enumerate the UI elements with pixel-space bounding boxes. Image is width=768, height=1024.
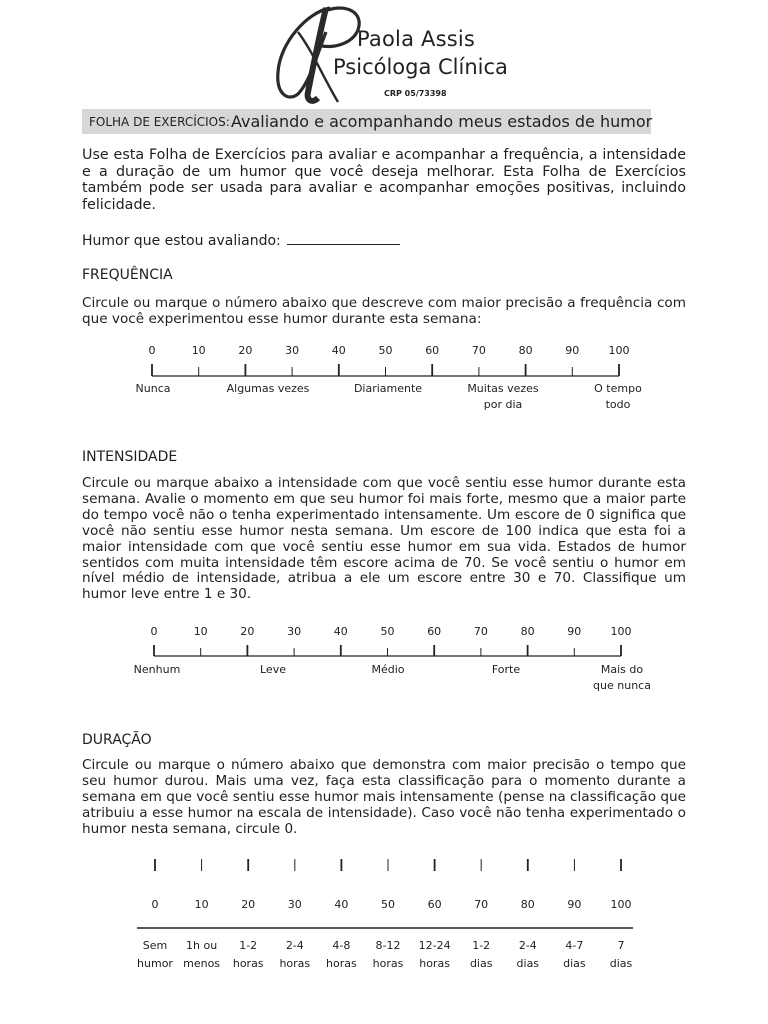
- scale-label: Diariamente: [353, 382, 423, 395]
- scale-tick-number: 0: [148, 344, 156, 357]
- scale-label: dias: [563, 957, 586, 970]
- scale-tick-number: 40: [333, 625, 348, 638]
- frequency-instruction: Circule ou marque o número abaixo que descreve com maior precisão a frequência com que você experimentou esse humor durante esta semana:: [82, 295, 686, 327]
- scale-label: horas: [232, 957, 264, 970]
- scale-tick-number: 30: [287, 898, 302, 911]
- scale-label: Sem: [142, 939, 168, 952]
- scale-label: Leve: [260, 663, 286, 676]
- scale-label: O tempo: [594, 382, 642, 395]
- scale-label: dias: [469, 957, 493, 970]
- scale-tick-number: 30: [285, 344, 300, 357]
- scale-label: dias: [516, 957, 540, 970]
- scale-label: Muitas vezes: [467, 382, 539, 395]
- intro-paragraph: Use esta Folha de Exercícios para avaliar e acompanhar a frequência, a intensidade e a duração de um humor que você deseja melhorar. Esta Folha de Exercícios também pode ser usada para avaliar e acompanhar emoções positivas, incluindo felicidade.: [82, 147, 686, 213]
- scale-label: dias: [609, 957, 633, 970]
- scale-tick-number: 10: [193, 625, 208, 638]
- scale-label: 8-12: [375, 939, 401, 952]
- scale-label: 2-4: [285, 939, 304, 952]
- scale-label: 4-8: [332, 939, 351, 952]
- scale-label: Nunca: [135, 382, 171, 395]
- scale-tick-number: 60: [427, 898, 442, 911]
- scale-tick-number: 90: [567, 625, 582, 638]
- scale-tick-number: 80: [520, 625, 535, 638]
- scale-tick-number: 70: [471, 344, 486, 357]
- scale-tick-number: 80: [518, 344, 533, 357]
- frequency-heading: FREQUÊNCIA: [82, 267, 173, 283]
- scale-tick-number: 30: [287, 625, 302, 638]
- scale-tick-number: 20: [238, 344, 253, 357]
- scale-label: menos: [183, 957, 221, 970]
- scale-label: 7: [617, 939, 625, 952]
- scale-label: Forte: [491, 663, 521, 676]
- scale-tick-number: 100: [610, 898, 632, 911]
- scale-label: por dia: [483, 398, 523, 411]
- scale-tick-number: 40: [334, 898, 349, 911]
- scale-label: humor: [137, 957, 173, 970]
- scale-label: 1h ou: [186, 939, 218, 952]
- scale-tick-number: 50: [378, 344, 393, 357]
- brand-name: Paola Assis: [357, 27, 476, 51]
- intensity-instruction: Circule ou marque abaixo a intensidade com que você sentiu esse humor durante esta semana. Avalie o momento em que seu humor foi mais forte, mesmo que a maior parte do tempo você não o tenha experimentado intensamente. Um escore de 0 significa que você não sentiu esse humor nesta semana. Um escore de 100 indica que esta foi a maior intensidade com que você sentiu esse humor em sua vida. Estados de humor sentidos com muita intensidade têm escore acima de 70. Se você sentiu o humor em nível médio de intensidade, atribua a ele um escore entre 30 e 70. Classifique um humor leve entre 1 e 30.: [82, 475, 686, 603]
- scale-tick-number: 80: [520, 898, 535, 911]
- mood-prompt-label: Humor que estou avaliando:: [82, 233, 281, 249]
- scale-label: Nenhum: [133, 663, 181, 676]
- scale-label: horas: [419, 957, 450, 970]
- scale-label: Mais do: [600, 663, 644, 676]
- registration-number: CRP 05/73398: [384, 89, 447, 98]
- scale-tick-number: 70: [474, 898, 489, 911]
- scale-tick-number: 10: [194, 898, 209, 911]
- scale-tick-number: 100: [608, 344, 630, 357]
- scale-tick-number: 20: [241, 898, 256, 911]
- scale-tick-number: 20: [240, 625, 255, 638]
- scale-label: horas: [279, 957, 311, 970]
- scale-label: horas: [372, 957, 404, 970]
- scale-tick-number: 60: [425, 344, 440, 357]
- scale-label: horas: [326, 957, 357, 970]
- scale-tick-number: 90: [567, 898, 582, 911]
- scale-tick-number: 0: [150, 625, 158, 638]
- page-title: Avaliando e acompanhando meus estados de humor: [231, 112, 653, 131]
- scale-tick-number: 100: [610, 625, 632, 638]
- banner-kicker: FOLHA DE EXERCÍCIOS:: [89, 115, 230, 129]
- scale-label: 1-2: [472, 939, 491, 952]
- scale-label: 2-4: [518, 939, 537, 952]
- scale-label: 12-24: [418, 939, 451, 952]
- duration-instruction: Circule ou marque o número abaixo que demonstra com maior precisão o tempo que seu humor durou. Mais uma vez, faça esta classificação para o momento durante a semana em que você sentiu esse humor mais intensamente (pense na classificação que atribuiu a esse humor na escala de intensidade). Caso você não tenha experimentado o humor nesta semana, circule 0.: [82, 757, 686, 837]
- scale-tick-number: 10: [191, 344, 206, 357]
- scale-tick-number: 50: [380, 625, 395, 638]
- scale-tick-number: 40: [331, 344, 346, 357]
- scale-tick-number: 50: [381, 898, 395, 911]
- scale-tick-number: 70: [473, 625, 488, 638]
- scale-tick-number: 90: [565, 344, 580, 357]
- scale-tick-number: 0: [151, 898, 159, 911]
- scale-label: 1-2: [239, 939, 258, 952]
- scale-tick-number: 60: [427, 625, 442, 638]
- brand-role: Psicóloga Clínica: [333, 55, 508, 79]
- scale-label: que nunca: [593, 679, 651, 692]
- scale-label: Algumas vezes: [226, 382, 310, 395]
- scale-label: Médio: [371, 663, 405, 676]
- scale-label: todo: [605, 398, 631, 411]
- intensity-heading: INTENSIDADE: [82, 449, 178, 465]
- duration-heading: DURAÇÃO: [82, 732, 152, 748]
- scale-label: 4-7: [565, 939, 584, 952]
